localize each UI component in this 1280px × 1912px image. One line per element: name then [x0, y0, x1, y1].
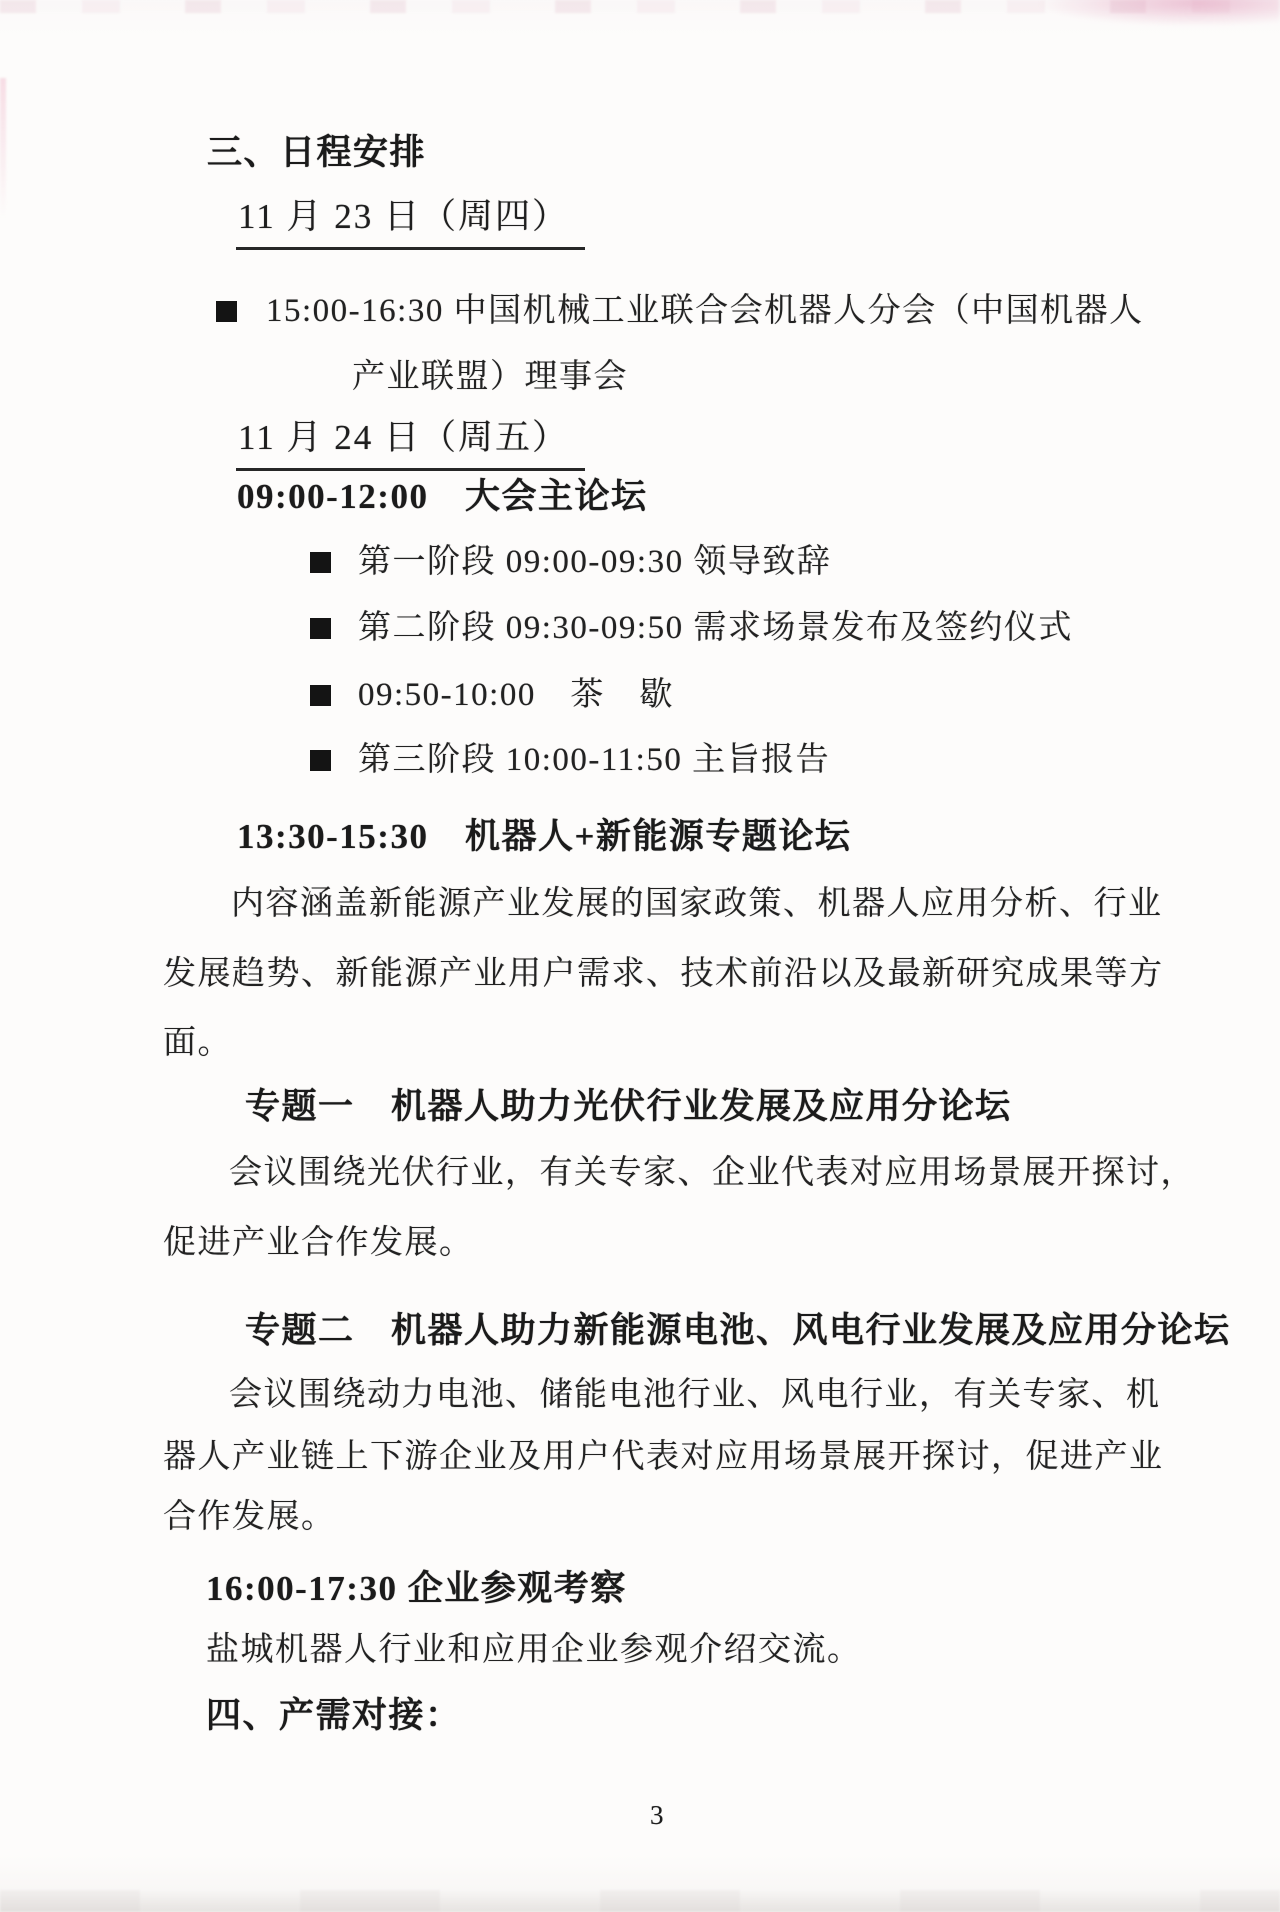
page-number: 3 — [650, 1800, 664, 1830]
section-3-heading: 三、日程安排 — [207, 133, 427, 172]
stage-2-text: 第二阶段 09:30-09:50 需求场景发布及签约仪式 — [358, 610, 1073, 646]
scan-noise-bottom — [0, 1890, 1280, 1912]
day1-date-heading: 11 月 23 日（周四） — [236, 196, 585, 250]
topic-1-desc-line-2: 促进产业合作发展。 — [163, 1225, 474, 1261]
topic-1-heading: 专题一 机器人助力光伏行业发展及应用分论坛 — [245, 1087, 1012, 1126]
forum-intro-line-2: 发展趋势、新能源产业用户需求、技术前沿以及最新研究成果等方 — [163, 956, 1164, 992]
day1-event-text-continued: 产业联盟）理事会 — [352, 359, 628, 395]
scan-noise-smudge — [1040, 0, 1280, 26]
section-4-heading: 四、产需对接： — [206, 1696, 462, 1735]
bullet-square-icon — [310, 618, 331, 639]
bullet-square-icon — [216, 301, 237, 322]
bullet-square-icon — [310, 552, 331, 573]
stage-1-row — [310, 543, 831, 583]
topic-2-desc-line-1: 会议围绕动力电池、储能电池行业、风电行业，有关专家、机 — [229, 1377, 1161, 1413]
stage-3-text: 第三阶段 10:00-11:50 主旨报告 — [358, 742, 831, 778]
tea-break-row — [310, 676, 674, 716]
bullet-square-icon — [310, 750, 331, 771]
day2-date-heading: 11 月 24 日（周五） — [236, 417, 585, 471]
stage-2-row — [310, 609, 1073, 649]
visit-heading: 16:00-17:30 企业参观考察 — [206, 1569, 627, 1608]
forum-intro-line-1: 内容涵盖新能源产业发展的国家政策、机器人应用分析、行业 — [231, 886, 1163, 922]
topic-2-heading: 专题二 机器人助力新能源电池、风电行业发展及应用分论坛 — [245, 1311, 1231, 1350]
forum-intro-line-3: 面。 — [163, 1025, 232, 1061]
stage-1-text: 第一阶段 09:00-09:30 领导致辞 — [358, 544, 832, 580]
new-energy-forum-heading: 13:30-15:30 机器人+新能源专题论坛 — [237, 817, 852, 856]
topic-1-desc-line-1: 会议围绕光伏行业，有关专家、企业代表对应用场景展开探讨， — [229, 1155, 1195, 1191]
visit-desc: 盐城机器人行业和应用企业参观介绍交流。 — [206, 1632, 862, 1668]
topic-2-desc-line-2: 器人产业链上下游企业及用户代表对应用场景展开探讨，促进产业 — [163, 1439, 1164, 1475]
bullet-square-icon — [310, 685, 331, 706]
tea-break-text: 09:50-10:00 茶 歇 — [358, 677, 674, 713]
day1-event-text: 15:00-16:30 中国机械工业联合会机器人分会（中国机器人 — [266, 293, 1144, 329]
day1-event-row — [216, 292, 1144, 332]
stage-3-row — [310, 741, 830, 781]
main-forum-heading: 09:00-12:00 大会主论坛 — [237, 477, 648, 516]
topic-2-desc-line-3: 合作发展。 — [163, 1499, 336, 1535]
scan-noise-left — [0, 78, 6, 218]
